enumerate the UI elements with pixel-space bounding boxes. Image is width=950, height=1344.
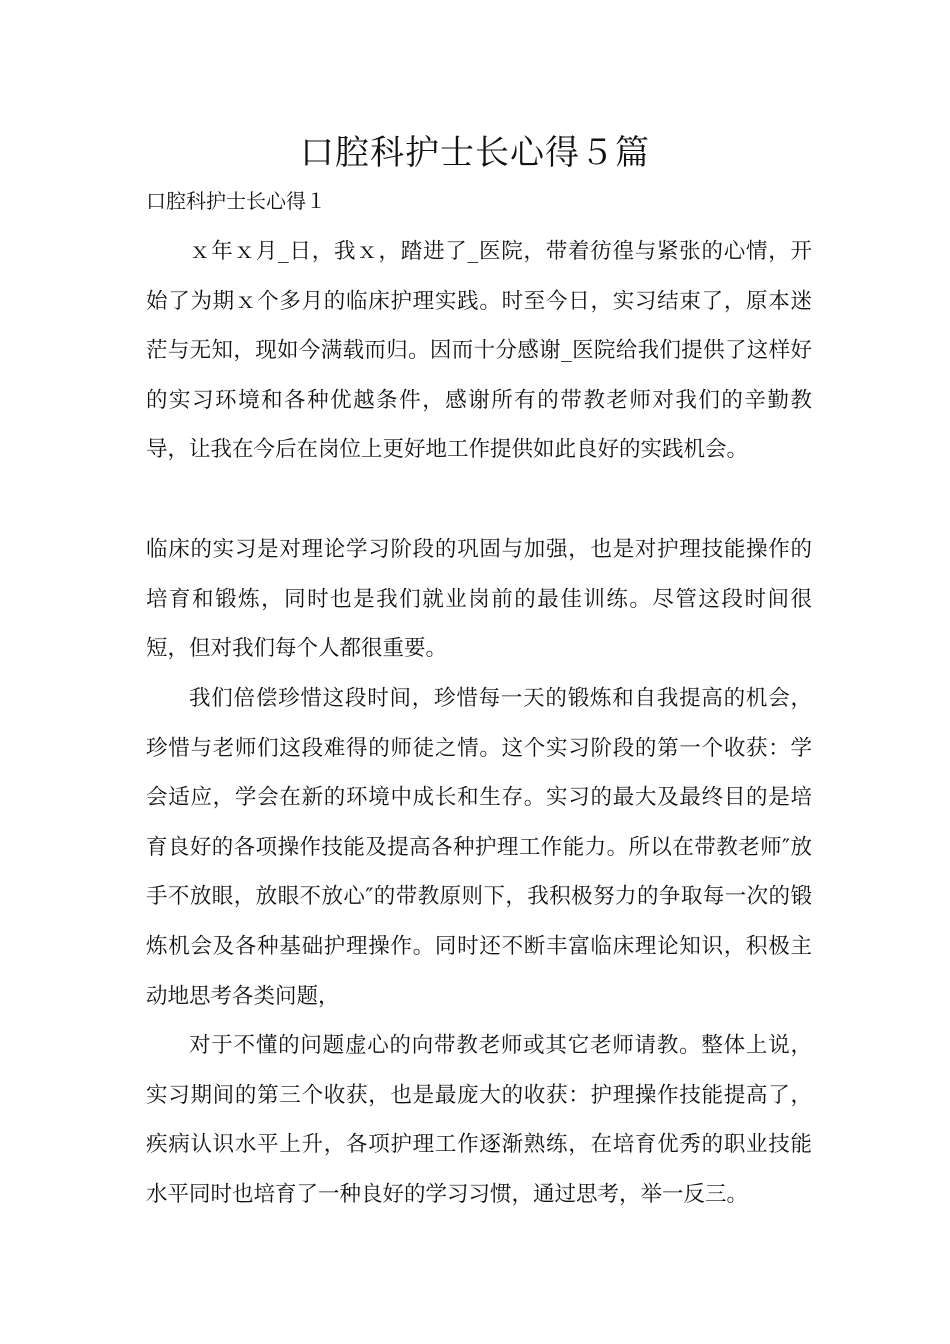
paragraph-4: 对于不懂的问题虚心的向带教老师或其它老师请教。整体上说，实习期间的第三个收获，也是最庞大的收获：护理操作技能提高了，疾病认识水平上升，各项护理工作逐渐熟练，在培育优秀的职业技能水平同时也培育了一种良好的学习习惯，通过思考，举一反三。 [146, 1033, 812, 1207]
paragraph-3: 我们倍偿珍惜这段时间，珍惜每一天的锻炼和自我提高的机会，珍惜与老师们这段难得的师徒之情。这个实习阶段的第一个收获：学会适应，学会在新的环境中成长和生存。实习的最大及最终目的是培育良好的各项操作技能及提高各种护理工作能力。所以在带教老师″放手不放眼，放眼不放心″的带教原则下，我积极努力的争取每一次的锻炼机会及各种基础护理操作。同时还不断丰富临床理论知识，积极主动地思考各类问题， [146, 686, 812, 1009]
paragraph-1: ｘ年ｘ月_日，我ｘ，踏进了_医院，带着彷徨与紧张的心情，开始了为期ｘ个多月的临床护理实践。时至今日，实习结束了，原本迷茫与无知，现如今满载而归。因而十分感谢_医院给我们提供了这样好的实习环境和各种优越条件，感谢所有的带教老师对我们的辛勤教导，让我在今后在岗位上更好地工作提供如此良好的实践机会。 [146, 239, 812, 463]
document-title: 口腔科护士长心得５篇 [300, 133, 650, 173]
section-heading: 口腔科护士长心得１ [146, 189, 326, 213]
paragraph-2: 临床的实习是对理论学习阶段的巩固与加强，也是对护理技能操作的培育和锻炼，同时也是我们就业岗前的最佳训练。尽管这段时间很短，但对我们每个人都很重要。 [146, 537, 812, 662]
